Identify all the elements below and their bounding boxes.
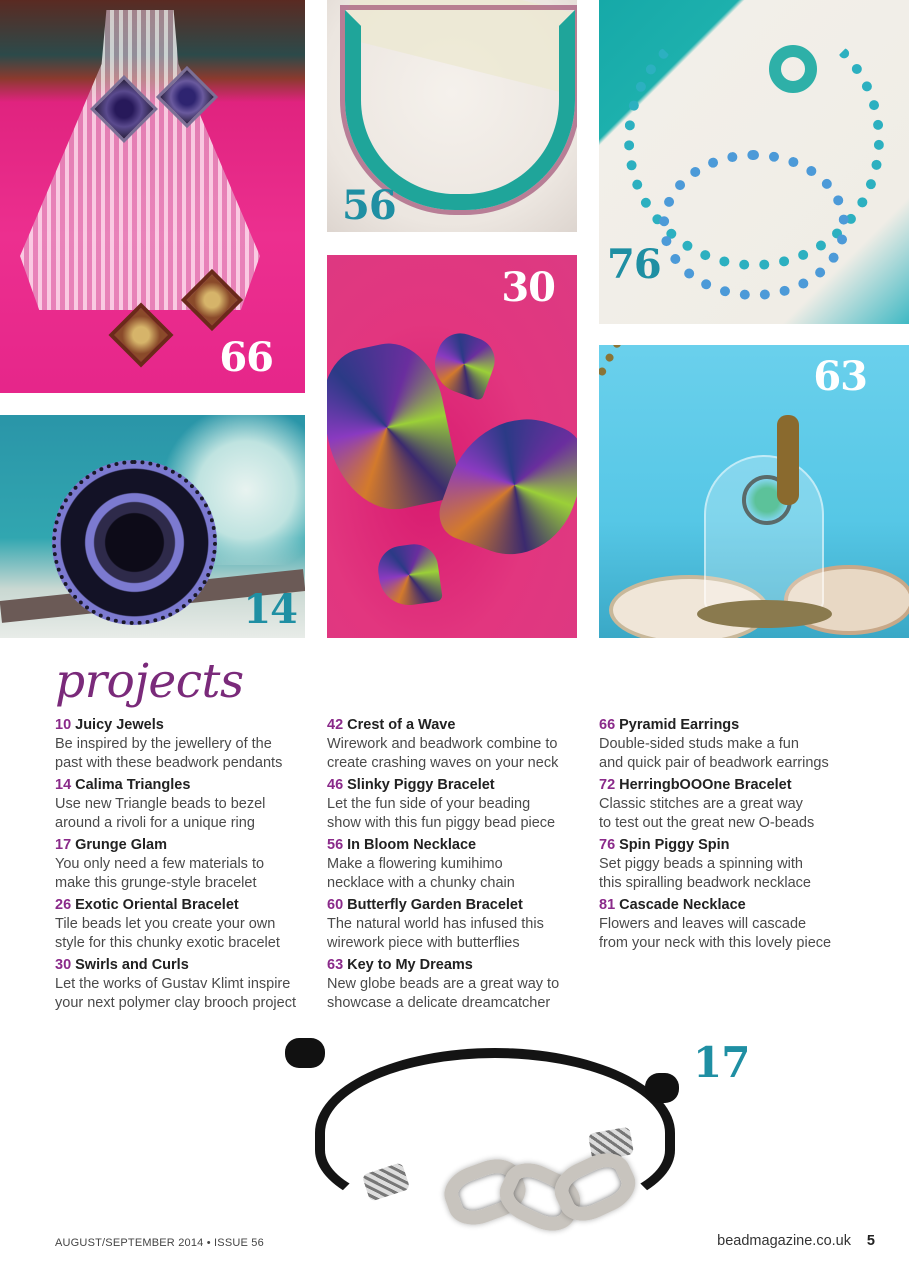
entry-title: Butterfly Garden Bracelet [347, 897, 523, 913]
entry-title: Juicy Jewels [75, 717, 164, 733]
entry-description: wirework piece with butterflies [327, 934, 520, 951]
entry-title: HerringbOOOne Bracelet [619, 777, 792, 793]
contents-entry[interactable] [599, 776, 859, 832]
entry-description: New globe beads are a great way to [327, 976, 560, 992]
entry-description: necklace with a chunky chain [327, 874, 515, 891]
contents-entry[interactable] [327, 836, 587, 892]
entry-title: Exotic Oriental Bracelet [75, 897, 239, 913]
entry-description: Let the fun side of your beading [327, 796, 531, 812]
entry-description: style for this chunky exotic bracelet [55, 934, 280, 951]
entry-page-number: 26 [55, 897, 72, 913]
contents-entry[interactable] [55, 836, 315, 892]
entry-description: Set piggy beads a spinning with [599, 856, 803, 872]
entry-description: Make a flowering kumihimo [327, 856, 503, 872]
key-charm-graphic [777, 415, 799, 505]
entry-description: show with this fun piggy bead piece [327, 814, 556, 831]
entry-page-number: 46 [327, 777, 344, 793]
entry-page-number: 56 [327, 837, 344, 853]
footer-page-number: 5 [866, 1233, 875, 1249]
contents-entry[interactable] [599, 836, 859, 892]
contents-entry[interactable] [55, 776, 315, 832]
entry-page-number: 72 [599, 777, 616, 793]
entry-title: In Bloom Necklace [347, 837, 477, 853]
photo-swirls-and-curls [327, 255, 577, 638]
page-label-14: 14 [243, 586, 297, 633]
glass-bottle-graphic [20, 10, 260, 310]
entry-page-number: 63 [327, 957, 344, 973]
necklace-graphic [345, 10, 575, 210]
contents-entry[interactable] [327, 716, 587, 772]
entry-description: Wirework and beadwork combine to [327, 736, 558, 752]
entry-page-number: 10 [55, 717, 72, 733]
entry-title: Pyramid Earrings [619, 717, 740, 733]
entry-page-number: 66 [599, 717, 616, 733]
entry-description: You only need a few materials to [55, 856, 265, 872]
entry-title: Spin Piggy Spin [619, 837, 730, 853]
dome-base-graphic [697, 600, 832, 628]
entry-description: and quick pair of beadwork earrings [599, 754, 829, 771]
page-label-66: 66 [219, 334, 273, 381]
entry-description: Let the works of Gustav Klimt inspire [55, 976, 291, 992]
footer-issue: AUGUST/SEPTEMBER 2014 • ISSUE 56 [55, 1237, 264, 1249]
entry-description: around a rivoli for a unique ring [55, 814, 255, 831]
photo-key-to-my-dreams [599, 345, 909, 638]
entry-description: past with these beadwork pendants [55, 754, 283, 771]
contents-entry[interactable] [55, 716, 315, 772]
contents-column-1 [55, 716, 315, 1016]
photo-grunge-glam-bracelet [275, 1018, 765, 1248]
contents-entry[interactable] [55, 896, 315, 952]
necklace-fringe-graphic [659, 150, 849, 300]
contents-entry[interactable] [55, 956, 315, 1012]
entry-title: Swirls and Curls [75, 957, 189, 973]
page-label-17: 17 [693, 1038, 750, 1087]
photo-pyramid-earrings [0, 0, 305, 393]
entry-description: Classic stitches are a great way [599, 796, 803, 812]
entry-title: Crest of a Wave [347, 717, 456, 733]
toggle-ring-graphic [769, 45, 817, 93]
contents-entry[interactable] [327, 896, 587, 952]
footer-website[interactable]: beadmagazine.co.uk [717, 1233, 851, 1249]
page-label-76: 76 [607, 241, 661, 288]
contents-entry[interactable] [599, 716, 859, 772]
knot-graphic [285, 1038, 325, 1068]
photo-in-bloom-necklace [327, 0, 577, 232]
entry-description: Tile beads let you create your own [55, 916, 276, 932]
beaded-ring-graphic [52, 460, 217, 625]
entry-page-number: 30 [55, 957, 72, 973]
entry-description: to test out the great new O-beads [599, 814, 815, 831]
entry-page-number: 17 [55, 837, 72, 853]
earring-graphic [108, 302, 173, 367]
entry-description: make this grunge-style bracelet [55, 874, 257, 891]
page-label-30: 30 [501, 264, 555, 311]
section-title: projects [55, 654, 244, 709]
entry-description: The natural world has infused this [327, 916, 544, 932]
heart-brooch-graphic [432, 398, 577, 572]
page-label-56: 56 [342, 182, 396, 229]
photo-calima-triangles [0, 415, 305, 638]
entry-description: Double-sided studs make a fun [599, 736, 799, 752]
entry-title: Grunge Glam [75, 837, 167, 853]
entry-description: your next polymer clay brooch project [55, 994, 296, 1011]
contents-entry[interactable] [327, 776, 587, 832]
contents-column-2 [327, 716, 587, 1016]
photo-spin-piggy-spin [599, 0, 909, 324]
entry-description: Use new Triangle beads to bezel [55, 796, 266, 812]
entry-description: Be inspired by the jewellery of the [55, 736, 272, 752]
entry-title: Cascade Necklace [619, 897, 746, 913]
entry-page-number: 14 [55, 777, 72, 793]
contents-entry[interactable] [327, 956, 587, 1012]
entry-description: from your neck with this lovely piece [599, 934, 832, 951]
entry-description: showcase a delicate dreamcatcher [327, 994, 551, 1011]
entry-page-number: 42 [327, 717, 344, 733]
entry-title: Slinky Piggy Bracelet [347, 777, 495, 793]
contents-entry[interactable] [599, 896, 859, 952]
knot-graphic [645, 1073, 679, 1103]
entry-description: Flowers and leaves will cascade [599, 916, 807, 932]
entry-page-number: 81 [599, 897, 616, 913]
page-label-63: 63 [813, 353, 867, 400]
entry-title: Calima Triangles [75, 777, 191, 793]
entry-title: Key to My Dreams [347, 957, 473, 973]
contents-column-3 [599, 716, 859, 956]
heart-earring-graphic [375, 541, 443, 609]
entry-description: this spiralling beadwork necklace [599, 874, 811, 891]
entry-page-number: 76 [599, 837, 616, 853]
entry-page-number: 60 [327, 897, 344, 913]
entry-description: create crashing waves on your neck [327, 754, 559, 771]
